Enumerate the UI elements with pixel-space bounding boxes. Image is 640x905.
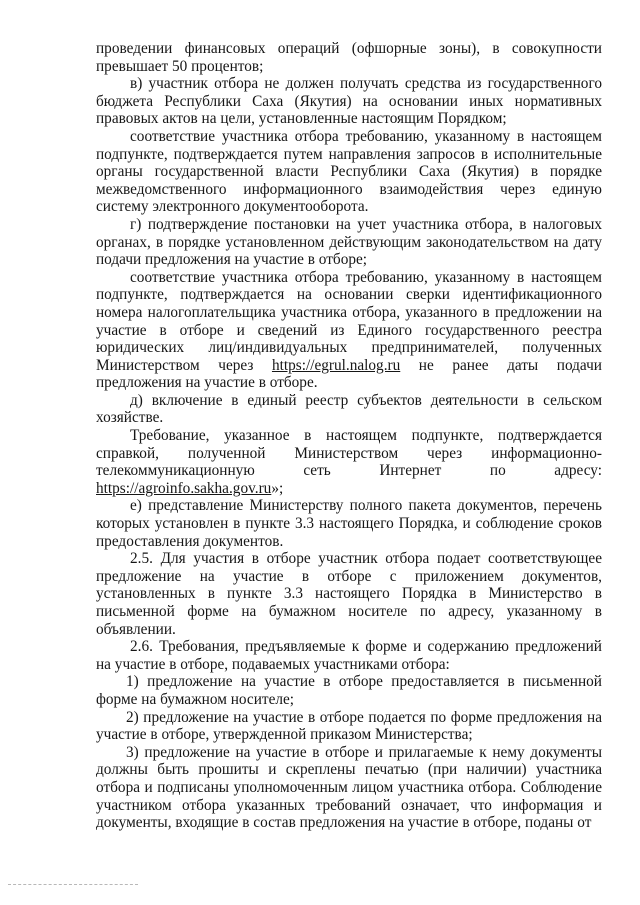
paragraph-text: соответствие участника отбора требованию, указанному в настоящем подпункте, подтверждается на основании сверки идентификационного номера налогоплательщика участника отбора, указанного в предложении на участие в отборе и сведений из Единого государственного реестра юридических лиц/индивидуальных предпринимателей, полученных Министерством через: [96, 268, 602, 374]
paragraph-text: г) подтверждение постановки на учет участника отбора, в налоговых органах, в порядке установленном действующим законодательством на дату подачи предложения на участие в отборе;: [96, 215, 602, 269]
scan-artifact-line: [8, 884, 138, 887]
paragraph-text: »;: [271, 479, 284, 497]
paragraph-text: не ранее даты подачи предложения на участие в отборе.: [96, 356, 602, 392]
paragraph-text: в) участник отбора не должен получать средства из государственного бюджета Республики Саха (Якутия) на основании иных нормативных правовых актов на цели, установленные настоящим Порядком;: [96, 75, 602, 128]
agroinfo-link[interactable]: https://agroinfo.sakha.gov.ru: [96, 479, 272, 497]
paragraph-text: 2) предложение на участие в отборе подается по форме предложения на участие в отборе, утвержденной приказом Министерства;: [96, 708, 602, 744]
paragraph-subitem-2: [96, 709, 602, 744]
paragraph-text: соответствие участника отбора требованию, указанному в настоящем подпункте, подтверждается путем направления запросов в исполнительные органы государственной власти Республики Саха (Якутия) в порядке межведомственного информационного взаимодействия через единую систему электронного документооборота.: [96, 127, 602, 216]
paragraph-clause-2-6: [96, 638, 602, 673]
paragraph-offshore-continuation: [96, 40, 602, 75]
document-body: [96, 40, 602, 832]
paragraph-item-d: [96, 392, 602, 427]
paragraph-compliance-interagency: [96, 128, 602, 216]
paragraph-compliance-egrul: [96, 269, 602, 392]
paragraph-subitem-3: [96, 744, 602, 832]
paragraph-requirement-agroinfo: [96, 427, 602, 497]
paragraph-subitem-1: [96, 673, 602, 708]
paragraph-text: е) представление Министерству полного пакета документов, перечень которых установлен в пункте 3.3 настоящего Порядка, и соблюдение сроков предоставления документов.: [96, 497, 602, 550]
paragraph-text: 1) предложение на участие в отборе предоставляется в письменной форме на бумажном носителе;: [96, 673, 602, 708]
egrul-link[interactable]: https://egrul.nalog.ru: [271, 356, 401, 374]
paragraph-text: 3) предложение на участие в отборе и прилагаемые к нему документы должны быть прошиты и скреплены печатью (при наличии) участника отбора и подписаны уполномоченным лицом участника отбора. Соблюдение участником отбора указанных требований означает, что информация и документы, входящие в состав предложения на участие в отборе, поданы от: [96, 743, 602, 832]
paragraph-clause-2-5: [96, 550, 602, 638]
paragraph-text: проведении финансовых операций (офшорные зоны), в совокупности превышает 50 процентов;: [96, 40, 602, 75]
paragraph-text: 2.5. Для участия в отборе участник отбора подает соответствующее предложение на участие в отборе с приложением документов, установленных в пункте 3.3 настоящего Порядка в Министерство в письменной форме на бумажном носителе по адресу, указанному в объявлении.: [96, 550, 602, 638]
paragraph-text: д) включение в единый реестр субъектов деятельности в сельском хозяйстве.: [96, 391, 602, 427]
paragraph-text: 2.6. Требования, предъявляемые к форме и содержанию предложений на участие в отборе, подаваемых участниками отбора:: [96, 638, 602, 673]
paragraph-item-v: [96, 75, 602, 128]
paragraph-item-g: [96, 216, 602, 269]
paragraph-item-e: [96, 497, 602, 550]
paragraph-text: Требование, указанное в настоящем подпункте, подтверждается справкой, полученной Министерством через информационно-телекоммуникационную сеть Интернет по адресу:: [96, 427, 602, 480]
